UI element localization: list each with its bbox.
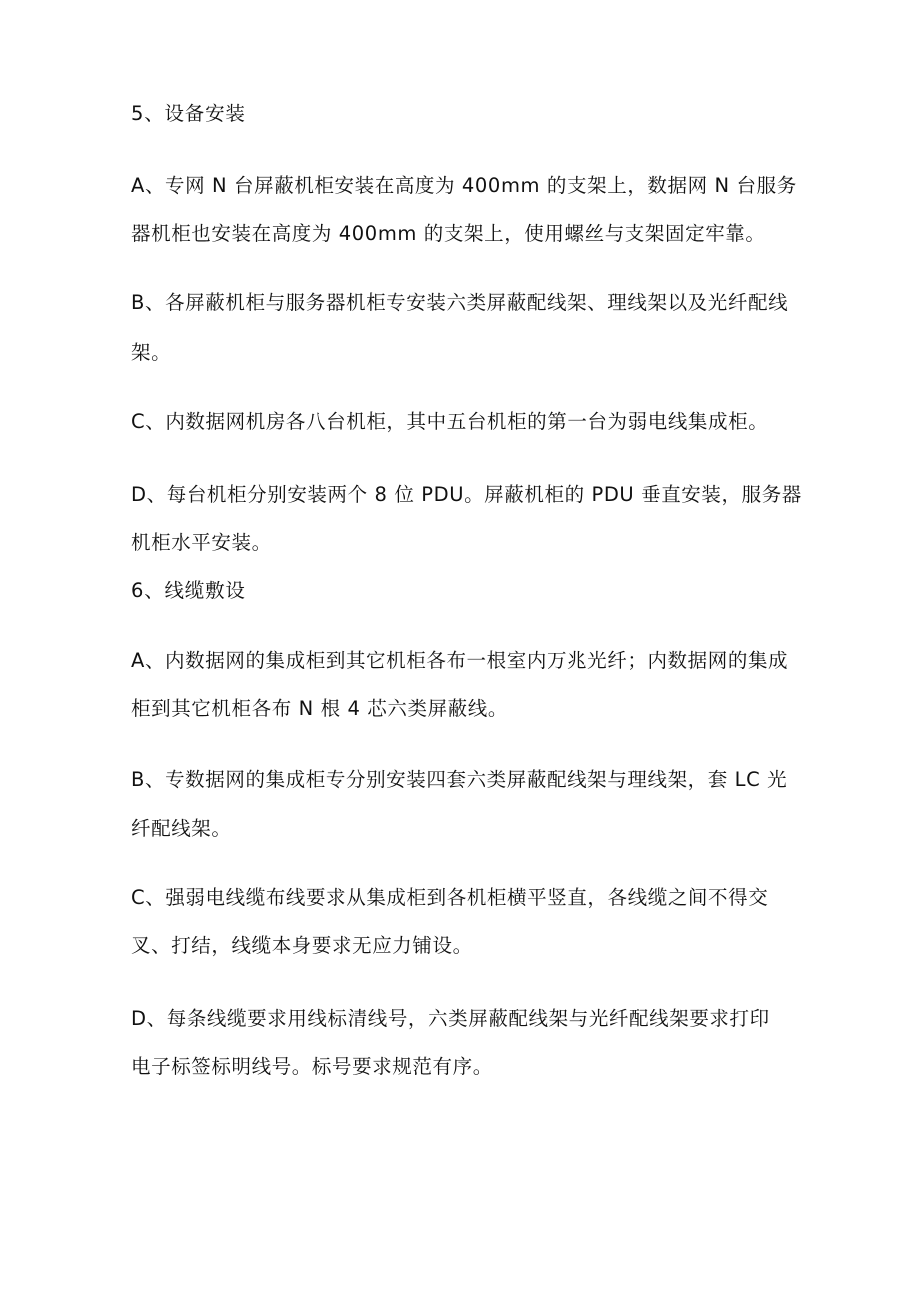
section-6-item-b-line-1: B、专数据网的集成柜专分别安装四套六类屏蔽配线架与理线架，套 LC 光 bbox=[131, 768, 788, 791]
section-5-item-a-line-1: A、专网 N 台屏蔽机柜安装在高度为 400mm 的支架上，数据网 N 台服务 bbox=[131, 174, 797, 197]
section-5-item-a-line-2: 器机柜也安装在高度为 400mm 的支架上，使用螺丝与支架固定牢靠。 bbox=[131, 222, 766, 245]
section-5-item-d-line-2: 机柜水平安装。 bbox=[131, 531, 272, 554]
section-5-heading: 5、设备安装 bbox=[131, 102, 246, 125]
section-6-item-d-line-1: D、每条线缆要求用线标清线号，六类屏蔽配线架与光纤配线架要求打印 bbox=[131, 1007, 770, 1030]
section-6-item-d-line-2: 电子标签标明线号。标号要求规范有序。 bbox=[131, 1055, 493, 1078]
section-5-item-d-line-1: D、每台机柜分别安装两个 8 位 PDU。屏蔽机柜的 PDU 垂直安装，服务器 bbox=[131, 483, 802, 506]
section-6-item-a-line-2: 柜到其它机柜各布 N 根 4 芯六类屏蔽线。 bbox=[131, 697, 508, 720]
section-5-item-c-line-1: C、内数据网机房各八台机柜，其中五台机柜的第一台为弱电线集成柜。 bbox=[131, 410, 769, 433]
section-5-item-b-line-2: 架。 bbox=[131, 341, 172, 364]
section-6-item-c-line-2: 叉、打结，线缆本身要求无应力铺设。 bbox=[131, 934, 473, 957]
section-6-heading: 6、线缆敷设 bbox=[131, 579, 246, 602]
section-5-item-b-line-1: B、各屏蔽机柜与服务器机柜专安装六类屏蔽配线架、理线架以及光纤配线 bbox=[131, 291, 789, 314]
section-6-item-c-line-1: C、强弱电线缆布线要求从集成柜到各机柜横平竖直，各线缆之间不得交 bbox=[131, 886, 769, 909]
section-6-item-b-line-2: 纤配线架。 bbox=[131, 817, 232, 840]
section-6-item-a-line-1: A、内数据网的集成柜到其它机柜各布一根室内万兆光纤；内数据网的集成 bbox=[131, 649, 789, 672]
